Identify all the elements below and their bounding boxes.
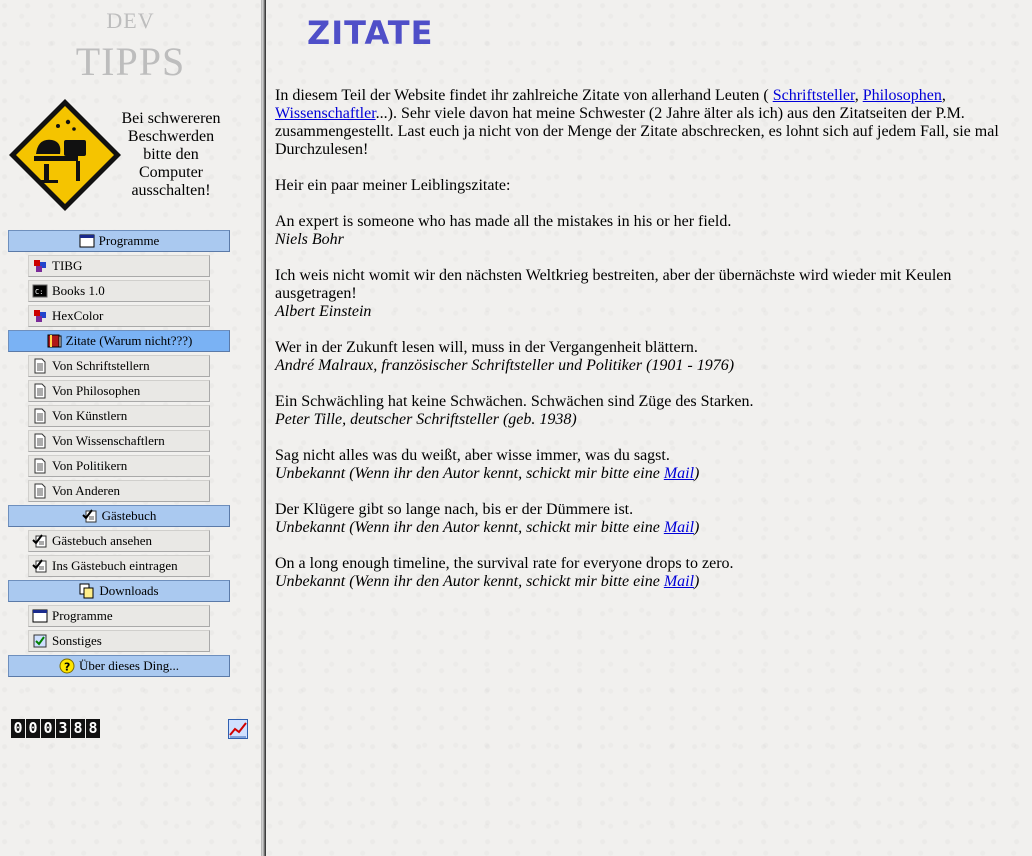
nav-label: Von Künstlern bbox=[52, 408, 128, 423]
quote bbox=[275, 339, 1010, 375]
quote-author-text: Unbekannt (Wenn ihr den Autor kennt, schickt mir bitte eine bbox=[275, 519, 664, 536]
quote bbox=[275, 213, 1010, 249]
nav-label: TIBG bbox=[52, 258, 83, 273]
quote-author-suffix: ) bbox=[694, 573, 700, 590]
intro-separator: , bbox=[941, 87, 946, 104]
counter-digit: 8 bbox=[71, 719, 85, 738]
document-icon bbox=[32, 433, 48, 449]
quote-author bbox=[275, 519, 699, 536]
nav-section-ber-dieses-ding[interactable] bbox=[8, 655, 230, 677]
nav-item-sonstiges[interactable] bbox=[28, 630, 210, 652]
nav-section-zitate-warum-nicht[interactable] bbox=[8, 330, 230, 352]
quote-text: Ein Schwächling hat keine Schwächen. Schwächen sind Züge des Starken. bbox=[275, 393, 754, 410]
nav-label: Gästebuch ansehen bbox=[52, 533, 152, 548]
favorites-heading: Heir ein paar meiner Leiblingszitate: bbox=[275, 177, 511, 194]
nav-item-books-1-0[interactable] bbox=[28, 280, 210, 302]
quote-author bbox=[275, 465, 699, 482]
nav-label: Sonstiges bbox=[52, 633, 102, 648]
question-icon bbox=[59, 658, 75, 674]
quote-author bbox=[275, 357, 734, 374]
cubes-icon bbox=[32, 308, 48, 324]
svg-text:C:: C: bbox=[35, 288, 44, 296]
quote-author-text: Peter Tille, deutscher Schriftsteller (geb. 1938) bbox=[275, 411, 577, 428]
window-icon bbox=[79, 233, 95, 249]
logo-dev-text: DEV bbox=[106, 8, 155, 33]
checklist-icon bbox=[32, 533, 48, 549]
checklist-icon bbox=[32, 558, 48, 574]
svg-text:?: ? bbox=[63, 660, 71, 674]
tagline-line: Computer bbox=[139, 164, 203, 181]
nav-item-von-k-nstlern[interactable] bbox=[28, 405, 210, 427]
stats-chart-icon[interactable] bbox=[228, 719, 248, 739]
document-icon bbox=[32, 483, 48, 499]
quote-author bbox=[275, 231, 344, 248]
nav-label: HexColor bbox=[52, 308, 104, 323]
tagline bbox=[112, 110, 230, 200]
quote-author-text: Niels Bohr bbox=[275, 231, 344, 248]
tagline-line: Beschwerden bbox=[127, 128, 215, 145]
counter-digit: 0 bbox=[26, 719, 40, 738]
quote bbox=[275, 267, 1010, 321]
document-icon bbox=[32, 408, 48, 424]
quote-author-text: Unbekannt (Wenn ihr den Autor kennt, schickt mir bitte eine bbox=[275, 573, 664, 590]
nav-item-von-wissenschaftlern[interactable] bbox=[28, 430, 210, 452]
book-icon bbox=[46, 333, 62, 349]
nav-item-von-politikern[interactable] bbox=[28, 455, 210, 477]
nav-item-von-schriftstellern[interactable] bbox=[28, 355, 210, 377]
nav-item-tibg[interactable] bbox=[28, 255, 210, 277]
content bbox=[275, 87, 1010, 609]
intro-text: In diesem Teil der Website findet ihr zahlreiche Zitate von allerhand Leuten ( bbox=[275, 87, 773, 104]
counter-digit: 8 bbox=[86, 719, 100, 738]
nav-section-downloads[interactable] bbox=[8, 580, 230, 602]
tagline-line: Bei schwereren bbox=[121, 110, 221, 127]
nav-item-hexcolor[interactable] bbox=[28, 305, 210, 327]
quote-author bbox=[275, 303, 371, 320]
quote-author-suffix: ) bbox=[694, 519, 700, 536]
nav-label: Downloads bbox=[99, 583, 159, 598]
nav-item-von-anderen[interactable] bbox=[28, 480, 210, 502]
nav-label: Von Philosophen bbox=[52, 383, 141, 398]
nav-label: Programme bbox=[52, 608, 113, 623]
vertical-divider bbox=[261, 0, 266, 856]
warning-computer-icon bbox=[6, 96, 124, 214]
counter-digit: 0 bbox=[11, 719, 25, 738]
tagline-line: bitte den bbox=[143, 146, 199, 163]
intro-text: ...). Sehr viele davon hat meine Schwester (2 Jahre älter als ich) aus den Zitatseiten der P.M. zusammengestellt. Last euch ja nicht von der Menge der Zitate abschrecken, es lohnt sich auf jedem Fall, sie mal Durchzulesen! bbox=[275, 105, 999, 158]
checklist-icon bbox=[82, 508, 98, 524]
nav-label: Programme bbox=[98, 233, 160, 248]
window-icon bbox=[32, 608, 48, 624]
nav-item-programme[interactable] bbox=[28, 605, 210, 627]
nav-label: Von Wissenschaftlern bbox=[52, 433, 165, 448]
nav-menu bbox=[8, 230, 230, 680]
copy-icon bbox=[79, 583, 95, 599]
nav-item-g-stebuch-ansehen[interactable] bbox=[28, 530, 210, 552]
nav-label: Gästebuch bbox=[101, 508, 157, 523]
nav-label: Von Schriftstellern bbox=[52, 358, 150, 373]
quote-author-text: Unbekannt (Wenn ihr den Autor kennt, schickt mir bitte eine bbox=[275, 465, 664, 482]
quote-author bbox=[275, 411, 577, 428]
quote-text: Ich weis nicht womit wir den nächsten Weltkrieg bestreiten, aber der übernächste wird wieder mit Keulen ausgetragen! bbox=[275, 267, 952, 302]
quote-author-text: André Malraux, französischer Schriftsteller und Politiker (1901 - 1976) bbox=[275, 357, 735, 374]
nav-label: Über dieses Ding... bbox=[78, 658, 179, 673]
nav-label: Books 1.0 bbox=[52, 283, 105, 298]
quote-text: Wer in der Zukunft lesen will, muss in der Vergangenheit blättern. bbox=[275, 339, 698, 356]
quote bbox=[275, 447, 1010, 483]
quote-list bbox=[275, 213, 1010, 591]
mail-link[interactable]: Mail bbox=[663, 465, 695, 482]
sidebar bbox=[0, 0, 261, 856]
link-schriftsteller[interactable]: Schriftsteller bbox=[772, 87, 855, 104]
counter-digit: 0 bbox=[41, 719, 55, 738]
nav-label: Von Politikern bbox=[52, 458, 128, 473]
quote-author-text: Albert Einstein bbox=[275, 303, 372, 320]
quote-text: An expert is someone who has made all the mistakes in his or her field. bbox=[275, 213, 732, 230]
nav-label: Von Anderen bbox=[52, 483, 121, 498]
nav-item-ins-g-stebuch-eintragen[interactable] bbox=[28, 555, 210, 577]
nav-item-von-philosophen[interactable] bbox=[28, 380, 210, 402]
link-philosophen[interactable]: Philosophen bbox=[862, 87, 942, 104]
quote-text: On a long enough timeline, the survival rate for everyone drops to zero. bbox=[275, 555, 734, 572]
link-wissenschaftler[interactable]: Wissenschaftler bbox=[275, 105, 376, 122]
quote-text: Der Klügere gibt so lange nach, bis er der Dümmere ist. bbox=[275, 501, 634, 518]
nav-section-g-stebuch[interactable] bbox=[8, 505, 230, 527]
quote-text: Sag nicht alles was du weißt, aber wisse immer, was du sagst. bbox=[275, 447, 670, 464]
logo-tipps-text: TIPPS bbox=[75, 39, 186, 84]
nav-section-programme[interactable] bbox=[8, 230, 230, 252]
mail-link[interactable]: Mail bbox=[663, 573, 695, 590]
nav-label: Zitate (Warum nicht???) bbox=[65, 333, 193, 348]
quote bbox=[275, 393, 1010, 429]
intro-separator: , bbox=[854, 87, 863, 104]
document-icon bbox=[32, 383, 48, 399]
nav-label: Ins Gästebuch eintragen bbox=[52, 558, 178, 573]
dos-icon bbox=[32, 283, 48, 299]
quote bbox=[275, 555, 1010, 591]
quote bbox=[275, 501, 1010, 537]
check-doc-icon bbox=[32, 633, 48, 649]
page-title: ZITATE bbox=[307, 14, 434, 52]
cubes-icon bbox=[32, 258, 48, 274]
tagline-line: ausschalten! bbox=[131, 182, 211, 199]
counter-digit: 3 bbox=[56, 719, 70, 738]
quote-author-suffix: ) bbox=[694, 465, 700, 482]
document-icon bbox=[32, 458, 48, 474]
intro-paragraph bbox=[275, 87, 1010, 159]
quote-author bbox=[275, 573, 699, 590]
document-icon bbox=[32, 358, 48, 374]
mail-link[interactable]: Mail bbox=[663, 519, 695, 536]
visitor-counter bbox=[11, 719, 101, 738]
